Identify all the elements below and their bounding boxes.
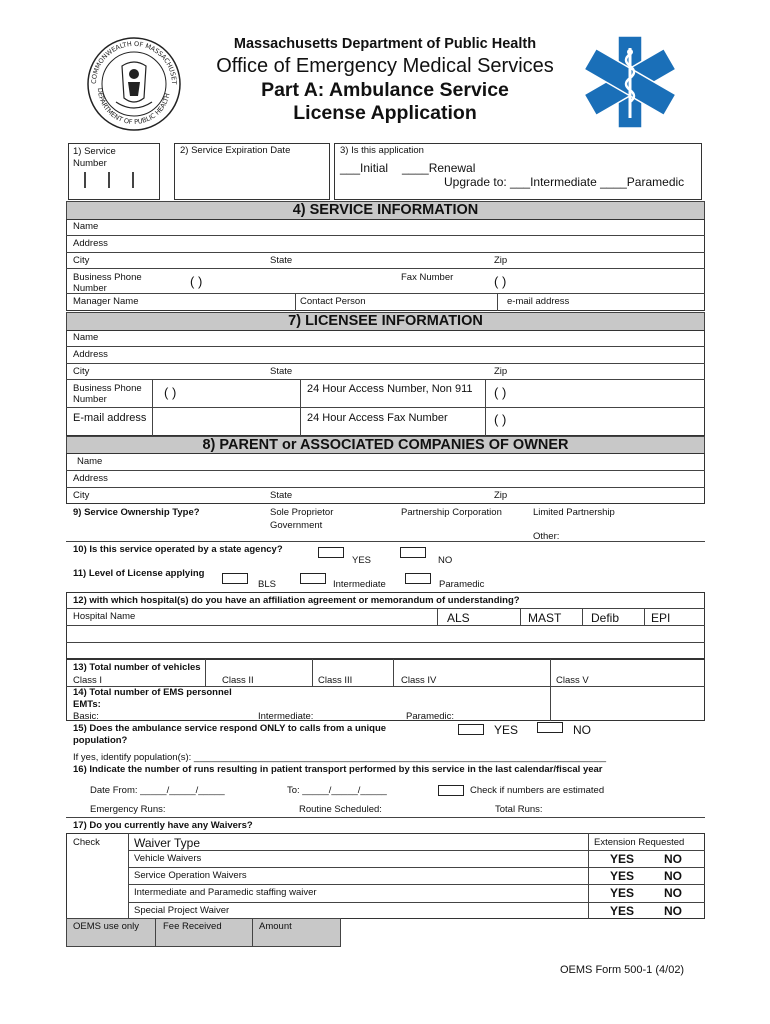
service-zip-label[interactable]: Zip (494, 255, 508, 266)
state-agency-no-label: NO (438, 555, 453, 566)
service-city-label[interactable]: City (73, 255, 90, 266)
waiver-row-no[interactable]: NO (664, 904, 682, 918)
paramedic-checkbox[interactable] (405, 573, 431, 584)
licensee-access-paren: ( ) (494, 385, 507, 400)
unique-population-no-checkbox[interactable] (537, 722, 563, 733)
state-seal (86, 36, 182, 132)
state-agency-yes-label: YES (352, 555, 372, 566)
bls-label: BLS (258, 579, 276, 590)
basic-emt-label[interactable]: Basic: (73, 711, 99, 722)
emergency-runs-field[interactable]: Emergency Runs: (90, 804, 166, 815)
service-fax-label[interactable]: Fax Number (401, 272, 454, 283)
waiver-row-no[interactable]: NO (664, 886, 682, 900)
waivers-question: 17) Do you currently have any Waivers? (73, 820, 253, 831)
licensee-info-header: 7) LICENSEE INFORMATION (66, 312, 705, 331)
paramedic-emt-label[interactable]: Paramedic: (406, 711, 455, 722)
estimated-label: Check if numbers are estimated (470, 785, 605, 796)
contact-person-label[interactable]: Contact Person (300, 296, 366, 307)
license-level-question: 11) Level of License applying (73, 568, 205, 579)
licensee-email-label[interactable]: E-mail address (73, 412, 147, 424)
unique-population-no-label: NO (573, 723, 591, 737)
oems-use-only-label: OEMS use only (73, 921, 139, 932)
waiver-row-yes[interactable]: YES (610, 852, 635, 866)
als-column: ALS (447, 611, 470, 625)
paramedic-label: Paramedic (439, 579, 485, 590)
form-title-line2: License Application (293, 102, 477, 124)
digit-dividers (84, 172, 144, 188)
seal-text-bottom: DEPARTMENT OF PUBLIC HEALTH (95, 87, 172, 127)
star-of-life-icon (584, 34, 676, 130)
parent-companies-header: 8) PARENT or ASSOCIATED COMPANIES OF OWNER (66, 436, 705, 454)
service-number-label: 1) Service Number (73, 146, 116, 169)
service-info-header: 4) SERVICE INFORMATION (66, 201, 705, 220)
parent-zip-label[interactable]: Zip (494, 490, 508, 501)
licensee-phone-label[interactable]: Business Phone Number (73, 383, 142, 405)
licensee-name-label[interactable]: Name (73, 332, 99, 343)
ownership-other-option[interactable]: Other: (533, 531, 560, 542)
waiver-row-no[interactable]: NO (664, 869, 682, 883)
mast-column: MAST (528, 611, 562, 625)
class-1-label[interactable]: Class I (73, 675, 103, 686)
defib-column: Defib (591, 611, 620, 625)
runs-question: 16) Indicate the number of runs resulting in patient transport performed by this service in the last calendar/fiscal year (73, 764, 603, 775)
expiration-date-label: 2) Service Expiration Date (180, 145, 291, 156)
intermediate-label: Intermediate (333, 579, 386, 590)
renewal-option[interactable]: ____Renewal (402, 161, 476, 175)
form-number: OEMS Form 500-1 (4/02) (560, 964, 685, 976)
bls-checkbox[interactable] (222, 573, 248, 584)
licensee-city-label[interactable]: City (73, 366, 90, 377)
vehicles-question: 13) Total number of vehicles (73, 662, 201, 673)
extension-requested-header: Extension Requested (594, 837, 685, 848)
licensee-zip-label[interactable]: Zip (494, 366, 508, 377)
unique-population-question-line1: 15) Does the ambulance service respond ONLY to calls from a unique (73, 723, 387, 734)
form-title-line1: Part A: Ambulance Service (261, 79, 509, 101)
service-phone-paren: ( ) (190, 274, 203, 289)
emts-label: EMTs: (73, 699, 101, 710)
parent-city-label[interactable]: City (73, 490, 90, 501)
hospital-question: 12) with which hospital(s) do you have an affiliation agreement or memorandum of understanding? (73, 595, 520, 606)
parent-companies-table (66, 453, 705, 504)
fee-received-label: Fee Received (163, 921, 222, 932)
hospital-name-label[interactable]: Hospital Name (73, 611, 136, 622)
amount-label: Amount (259, 921, 292, 932)
licensee-fax-paren: ( ) (494, 412, 507, 427)
class-3-label[interactable]: Class III (318, 675, 353, 686)
department-title: Massachusetts Department of Public Health (233, 36, 537, 52)
waiver-check-header: Check (73, 837, 100, 848)
licensee-state-label[interactable]: State (270, 366, 293, 377)
waiver-row-yes[interactable]: YES (610, 886, 635, 900)
licensee-address-label[interactable]: Address (73, 349, 108, 360)
service-address-label[interactable]: Address (73, 238, 108, 249)
parent-address-label[interactable]: Address (73, 473, 108, 484)
ownership-partnership-option[interactable]: Partnership Corporation (401, 507, 502, 518)
service-fax-paren: ( ) (494, 274, 507, 289)
upgrade-option[interactable]: Upgrade to: ___Intermediate ____Paramedic (444, 175, 685, 189)
parent-state-label[interactable]: State (270, 490, 293, 501)
service-phone-label[interactable]: Business Phone Number (73, 272, 142, 294)
parent-name-label[interactable]: Name (77, 456, 103, 467)
epi-column: EPI (651, 611, 671, 625)
estimated-checkbox[interactable] (438, 785, 464, 796)
intermediate-emt-label[interactable]: Intermediate: (258, 711, 314, 722)
state-agency-no-checkbox[interactable] (400, 547, 426, 558)
initial-option[interactable]: ___Initial (340, 161, 389, 175)
waiver-row-label[interactable]: Vehicle Waivers (134, 853, 202, 864)
date-from-field[interactable]: Date From: _____/_____/_____ (90, 785, 225, 796)
class-4-label[interactable]: Class IV (401, 675, 437, 686)
ownership-government-option[interactable]: Government (270, 520, 323, 531)
ownership-type-label: 9) Service Ownership Type? (73, 507, 200, 518)
waiver-row-label[interactable]: Intermediate and Paramedic staffing waiver (134, 887, 317, 898)
service-email-label[interactable]: e-mail address (507, 296, 570, 307)
ownership-limited-option[interactable]: Limited Partnership (533, 507, 615, 518)
office-title: Office of Emergency Medical Services (216, 55, 554, 77)
waiver-row-label[interactable]: Special Project Waiver (134, 905, 230, 916)
routine-runs-field[interactable]: Routine Scheduled: (299, 804, 382, 815)
personnel-question: 14) Total number of EMS personnel (73, 687, 232, 698)
service-name-label[interactable]: Name (73, 221, 99, 232)
service-info-table (66, 219, 705, 311)
licensee-access-number-label[interactable]: 24 Hour Access Number, Non 911 (307, 383, 473, 395)
manager-name-label[interactable]: Manager Name (73, 296, 139, 307)
identify-population-field[interactable]: If yes, identify population(s): ______________________________________________________________________________ (73, 752, 607, 763)
intermediate-checkbox[interactable] (300, 573, 326, 584)
application-type-label: 3) Is this application (340, 145, 424, 156)
licensee-fax-label[interactable]: 24 Hour Access Fax Number (307, 412, 448, 424)
waiver-row-yes[interactable]: YES (610, 904, 635, 918)
state-agency-yes-checkbox[interactable] (318, 547, 344, 558)
state-agency-question: 10) Is this service operated by a state agency? (73, 544, 283, 555)
service-state-label[interactable]: State (270, 255, 293, 266)
unique-population-yes-label: YES (494, 723, 519, 737)
unique-population-question-line2: population? (73, 735, 128, 746)
seal-text-top: COMMONWEALTH OF MASSACHUSET (89, 39, 179, 85)
waiver-type-header: Waiver Type (134, 836, 201, 850)
licensee-phone-paren: ( ) (164, 385, 177, 400)
ownership-sole-option[interactable]: Sole Proprietor (270, 507, 334, 518)
unique-population-yes-checkbox[interactable] (458, 724, 484, 735)
class-2-label[interactable]: Class II (222, 675, 254, 686)
total-runs-field[interactable]: Total Runs: (495, 804, 543, 815)
waiver-row-yes[interactable]: YES (610, 869, 635, 883)
date-to-field[interactable]: To: _____/_____/_____ (287, 785, 387, 796)
waiver-row-no[interactable]: NO (664, 852, 682, 866)
waiver-row-label[interactable]: Service Operation Waivers (134, 870, 247, 881)
class-5-label[interactable]: Class V (556, 675, 589, 686)
